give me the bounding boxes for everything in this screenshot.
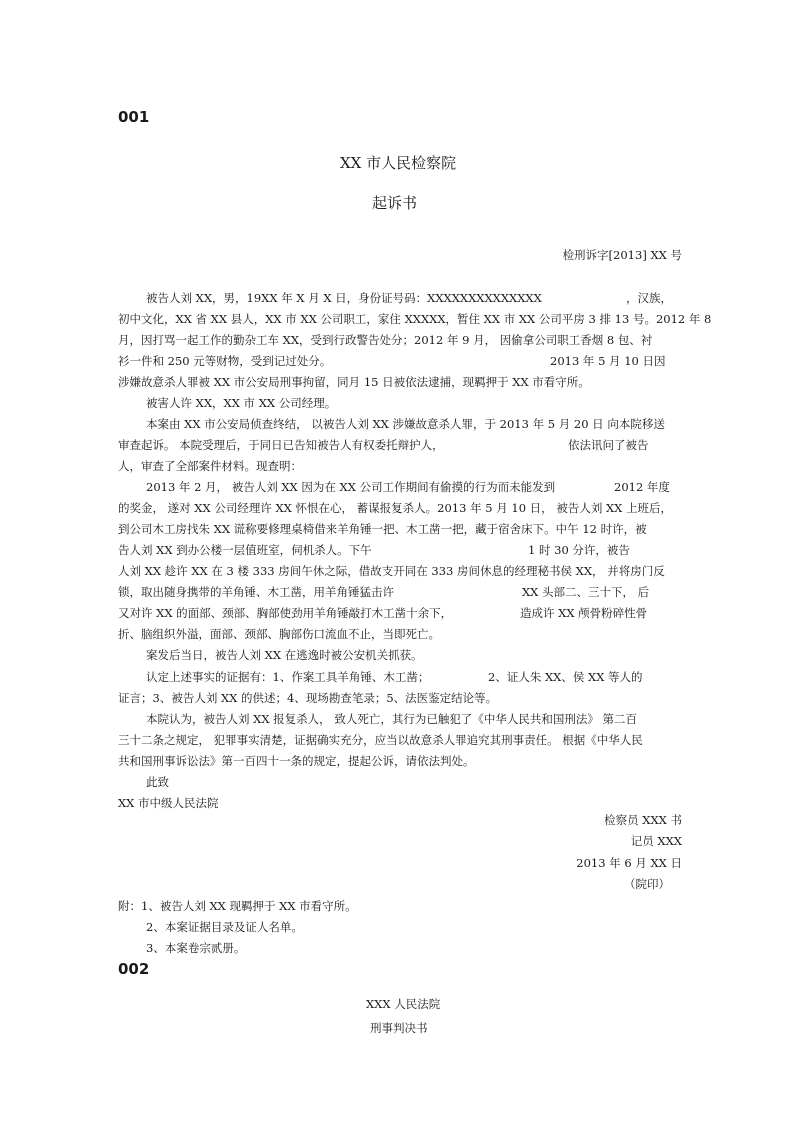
body-line: 审查起诉。 本院受理后，于同日已告知被告人有权委托辩护人， [118,438,444,452]
body-line: 被告人刘 XX，男，19XX 年 X 月 X 日，身份证号码：XXXXXXXXXXXXXX [146,291,542,305]
body-line: 衫一件和 250 元等财物，受到记过处分。 [118,354,332,368]
body-line: XX 市中级人民法院 [118,796,219,810]
document-number-2: 002 [118,960,150,978]
body-line: 三十二条之规定， 犯罪事实清楚，证据确实充分，应当以故意杀人罪追究其刑事责任。 根据《中华人民 [118,733,643,747]
signature-prosecutor: 检察员 XXX 书 [604,813,682,827]
document-title-2: 刑事判决书 [370,1021,428,1035]
body-line-continuation: 2、证人朱 XX、侯 XX 等人的 [488,670,643,684]
body-line: 共和国刑事诉讼法》第一百四十一条的规定，提起公诉，请依法判处。 [118,754,475,768]
body-line: 人，审查了全部案件材料。现查明： [118,459,302,473]
body-line-continuation: ，汉族， [626,291,672,305]
body-line: 锁，取出随身携带的羊角锤、木工凿，用羊角锤猛击许 [118,585,394,599]
body-line-continuation: 2012 年度 [614,480,670,494]
court-name-2: XXX 人民法院 [366,997,441,1011]
body-line-continuation: 2013 年 5 月 10 日因 [550,354,666,368]
signature-date: 2013 年 6 月 XX 日 [576,856,682,870]
body-line: 本案由 XX 市公安局侦查终结， 以被告人刘 XX 涉嫌故意杀人罪，于 2013 年 5 月 20 日 向本院移送 [146,417,665,431]
attachment-3: 3、本案卷宗贰册。 [146,941,246,955]
document-title: 起诉书 [372,194,418,212]
body-line: 初中文化，XX 省 XX 县人，XX 市 XX 公司职工，家住 XXXXX，暂住 XX 市 XX 公司平房 3 排 13 号。2012 年 8 [118,312,712,326]
body-line: 认定上述事实的证据有：1、作案工具羊角锤、木工凿； [146,670,430,684]
attachment-2: 2、本案证据目录及证人名单。 [146,920,303,934]
body-line: 折、脑组织外溢，面部、颈部、胸部伤口流血不止，当即死亡。 [118,627,440,641]
court-seal-label: （院印） [624,877,670,891]
body-line-continuation: XX 头部二、三十下， 后 [522,585,650,599]
attachment-1: 附：1、被告人刘 XX 现羁押于 XX 市看守所。 [118,899,357,913]
body-line: 2013 年 2 月， 被告人刘 XX 因为在 XX 公司工作期间有偷摸的行为而未能发到 [146,480,556,494]
body-line: 的奖金， 遂对 XX 公司经理许 XX 怀恨在心， 蓄谋报复杀人。2013 年 5 月 10 日， 被告人刘 XX 上班后， [118,501,673,515]
body-line: 案发后当日，被告人刘 XX 在逃逸时被公安机关抓获。 [146,648,423,662]
body-line: 本院认为，被告人刘 XX 报复杀人， 致人死亡，其行为已触犯了《中华人民共和国刑法》 第二百 [146,712,637,726]
body-line: 又对许 XX 的面部、颈部、胸部使劲用羊角锤敲打木工凿十余下， [118,606,453,620]
body-line: 证言；3、被告人刘 XX 的供述；4、现场勘查笔录；5、法医鉴定结论等。 [118,691,498,705]
court-name: XX 市人民检察院 [340,154,457,172]
body-line: 到公司木工房找朱 XX 谎称要修理桌椅借来羊角锤一把、木工凿一把，藏于宿舍床下。中午 12 时许，被 [118,522,647,536]
document-number: 001 [118,108,150,126]
signature-clerk: 记员 XXX [630,834,682,848]
body-line: 告人刘 XX 到办公楼一层值班室，伺机杀人。下午 [118,543,372,557]
body-line: 人刘 XX 趁许 XX 在 3 楼 333 房间午休之际，借故支开同在 333 房间休息的经理秘书侯 XX， 并将房门反 [118,564,665,578]
body-line: 此致 [146,775,169,789]
body-line-continuation: 依法讯问了被告 [568,438,649,452]
body-line: 涉嫌故意杀人罪被 XX 市公安局刑事拘留，同月 15 日被依法逮捕，现羁押于 XX 市看守所。 [118,375,590,389]
body-line-continuation: 造成许 XX 颅骨粉碎性骨 [520,606,648,620]
body-line-continuation: 1 时 30 分许，被告 [528,543,630,557]
case-number: 检刑诉字[2013] XX 号 [562,248,682,262]
body-line: 月，因打骂一起工作的勤杂工车 XX，受到行政警告处分；2012 年 9 月， 因偷拿公司职工香烟 8 包、衬 [118,333,653,347]
body-line: 被害人许 XX，XX 市 XX 公司经理。 [146,396,337,410]
